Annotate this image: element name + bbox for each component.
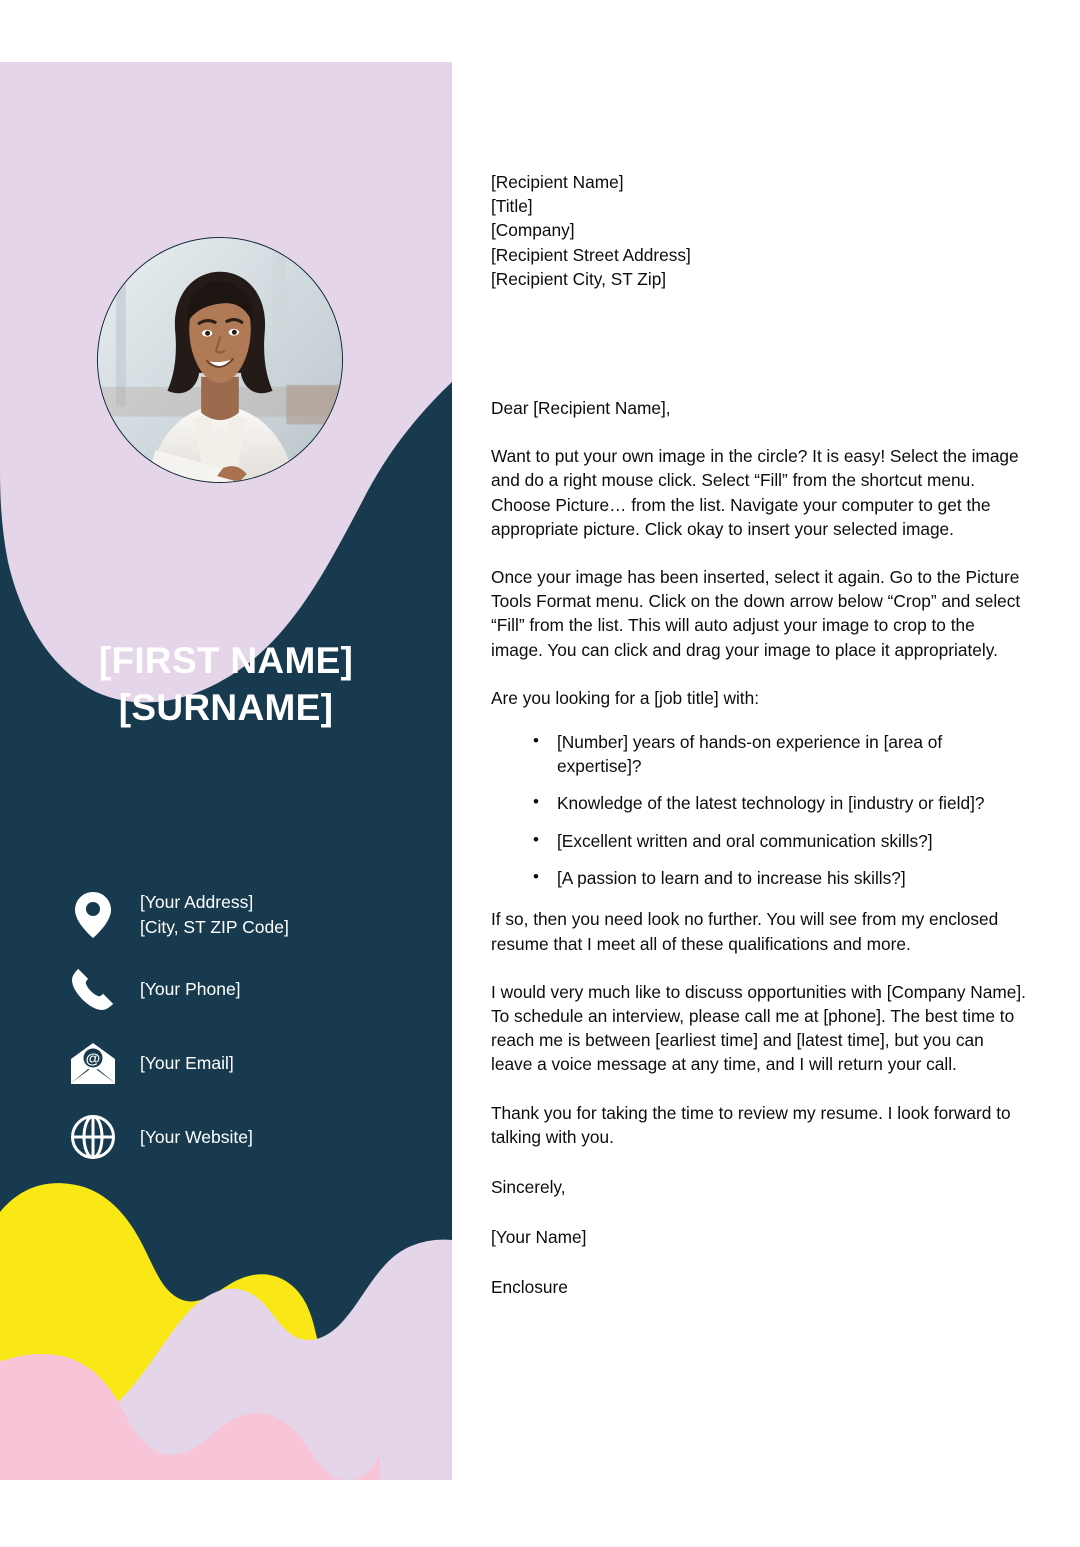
email-text bbox=[140, 1051, 234, 1076]
map-pin-icon bbox=[62, 884, 124, 946]
paragraph-interview-request: I would very much like to discuss opportunities with [Company Name]. To schedule an interview, please call me at [phone]. The best time to reach me is between [earliest time] and [latest time], but you can leave a voice message at any time, and I will return your call. bbox=[491, 981, 1026, 1075]
list-item: • Knowledge of the latest technology in [industry or field]? bbox=[533, 791, 1027, 815]
phone-text bbox=[140, 977, 241, 1002]
salutation: Dear [Recipient Name], bbox=[491, 398, 671, 419]
address-line-2: [City, ST ZIP Code] bbox=[140, 917, 289, 937]
contact-row-phone bbox=[62, 958, 432, 1020]
contact-row-address bbox=[62, 884, 432, 946]
question-lead-in: Are you looking for a [job title] with: bbox=[491, 687, 759, 708]
contact-row-email bbox=[62, 1032, 432, 1094]
contact-info-list bbox=[62, 884, 432, 1180]
recipient-company: [Company] bbox=[491, 220, 575, 241]
profile-photo bbox=[97, 237, 343, 483]
list-item: • [Number] years of hands-on experience in [area of expertise]? bbox=[533, 730, 1027, 778]
letter-body bbox=[491, 170, 1027, 1300]
surname-line: [SURNAME] bbox=[118, 687, 334, 728]
paragraph-image-instructions-2: Once your image has been inserted, select it again. Go to the Picture Tools Format menu. Click on the down arrow below “Crop” and select “Fill” from the list. This will auto adjust your image to crop to the image. You can click and drag your image to place it appropriately. bbox=[491, 567, 1021, 660]
list-item: • [Excellent written and oral communication skills?] bbox=[533, 829, 1027, 853]
website-text bbox=[140, 1125, 253, 1150]
applicant-name bbox=[0, 637, 452, 731]
recipient-city: [Recipient City, ST Zip] bbox=[491, 268, 667, 289]
recipient-title: [Title] bbox=[491, 196, 533, 217]
signature-name: [Your Name] bbox=[491, 1227, 587, 1248]
recipient-address-block bbox=[491, 170, 1027, 291]
svg-text:@: @ bbox=[85, 1050, 101, 1068]
paragraph-image-instructions-1: Want to put your own image in the circle? It is easy! Select the image and do a right mouse click. Select “Fill” from the shortcut menu. Choose Picture… from the list. Navigate your computer to get the appropriate picture. Click okay to insert your selected image. bbox=[491, 446, 1019, 539]
phone-icon bbox=[62, 958, 124, 1020]
email-icon bbox=[62, 1032, 124, 1094]
contact-row-website bbox=[62, 1106, 432, 1168]
recipient-street: [Recipient Street Address] bbox=[491, 244, 691, 265]
profile-photo-image bbox=[98, 238, 342, 482]
sidebar-panel bbox=[0, 62, 452, 1480]
paragraph-thank-you: Thank you for taking the time to review my resume. I look forward to talking with you. bbox=[491, 1102, 1011, 1147]
list-item: • [A passion to learn and to increase his skills?] bbox=[533, 866, 1027, 890]
closing-salutation: Sincerely, bbox=[491, 1176, 566, 1197]
website-line: [Your Website] bbox=[140, 1126, 253, 1147]
enclosure-note: Enclosure bbox=[491, 1277, 568, 1298]
globe-icon bbox=[62, 1106, 124, 1168]
phone-line: [Your Phone] bbox=[140, 978, 241, 999]
address-line-1: [Your Address] bbox=[140, 892, 254, 912]
qualifications-bullet-list bbox=[491, 730, 1027, 890]
email-line: [Your Email] bbox=[140, 1052, 234, 1073]
recipient-name: [Recipient Name] bbox=[491, 172, 624, 192]
address-text bbox=[140, 890, 289, 940]
first-name-line: [FIRST NAME] bbox=[98, 640, 354, 681]
paragraph-qualifications-summary: If so, then you need look no further. You will see from my enclosed resume that I meet all of these qualifications and more. bbox=[491, 909, 999, 954]
